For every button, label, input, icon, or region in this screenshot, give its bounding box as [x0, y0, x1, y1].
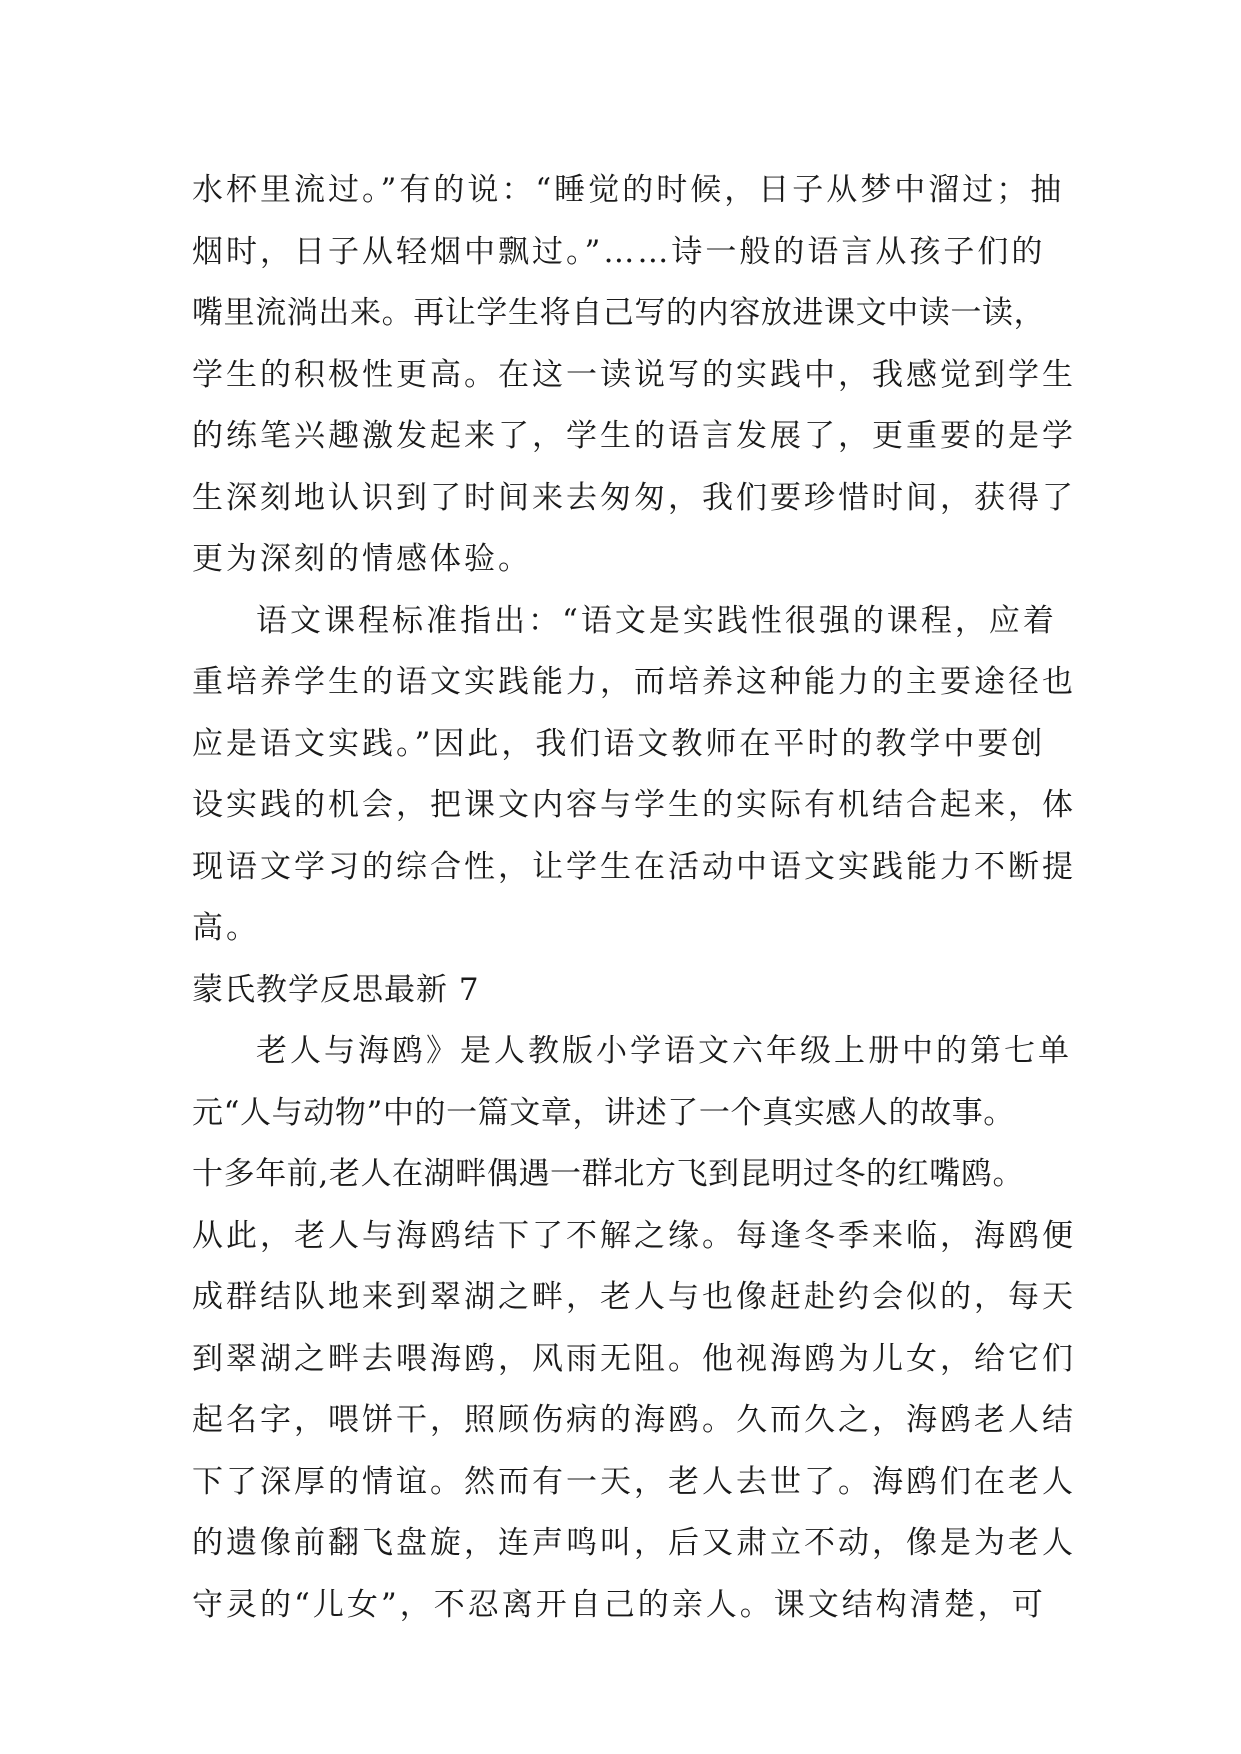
text-line: 成群结队地来到翠湖之畔，老人与也像赶赴约会似的，每天	[192, 1279, 1076, 1315]
text-line: 起名字，喂饼干，照顾伤病的海鸥。久而久之，海鸥老人结	[192, 1402, 1076, 1438]
section-heading: 蒙氏教学反思最新 7	[192, 971, 480, 1008]
text-line: 设实践的机会，把课文内容与学生的实际有机结合起来，体	[192, 787, 1076, 823]
paragraph-first-line: 语文课程标准指出：“语文是实践性很强的课程，应着	[256, 602, 1057, 639]
text-line: 十多年前,老人在湖畔偶遇一群北方飞到昆明过冬的红嘴鸥。	[192, 1156, 1025, 1192]
text-line: 的练笔兴趣激发起来了，学生的语言发展了，更重要的是学	[192, 418, 1076, 454]
document-page	[192, 160, 1076, 1636]
text-line: 嘴里流淌出来。再让学生将自己写的内容放进课文中读一读，	[192, 295, 1046, 331]
text-line: 学生的积极性更高。在这一读说写的实践中，我感觉到学生	[192, 356, 1076, 393]
paragraph-first-line: 老人与海鸥》是人教版小学语文六年级上册中的第七单	[256, 1033, 1072, 1069]
text-line: 到翠湖之畔去喂海鸥，风雨无阻。他视海鸥为儿女，给它们	[192, 1340, 1076, 1377]
text-line: 高。	[192, 910, 260, 946]
text-line: 水杯里流过。”有的说：“睡觉的时候，日子从梦中溜过；抽	[192, 172, 1065, 208]
text-line: 应是语文实践。”因此，我们语文教师在平时的教学中要创	[192, 725, 1046, 762]
text-line: 的遗像前翻飞盘旋，连声鸣叫，后又肃立不动，像是为老人	[192, 1525, 1076, 1561]
text-line: 下了深厚的情谊。然而有一天，老人去世了。海鸥们在老人	[192, 1463, 1076, 1500]
text-line: 现语文学习的综合性，让学生在活动中语文实践能力不断提	[192, 848, 1076, 885]
text-line: 从此，老人与海鸥结下了不解之缘。每逢冬季来临，海鸥便	[192, 1217, 1076, 1254]
text-line: 元“人与动物”中的一篇文章，讲述了一个真实感人的故事。	[192, 1094, 1015, 1131]
text-line: 更为深刻的情感体验。	[192, 541, 532, 577]
text-line: 重培养学生的语文实践能力，而培养这种能力的主要途径也	[192, 664, 1076, 700]
text-line: 生深刻地认识到了时间来去匆匆，我们要珍惜时间，获得了	[192, 479, 1076, 516]
text-line: 烟时，日子从轻烟中飘过。”……诗一般的语言从孩子们的	[192, 233, 1046, 270]
text-line: 守灵的“儿女”，不忍离开自己的亲人。课文结构清楚，可	[192, 1586, 1046, 1623]
